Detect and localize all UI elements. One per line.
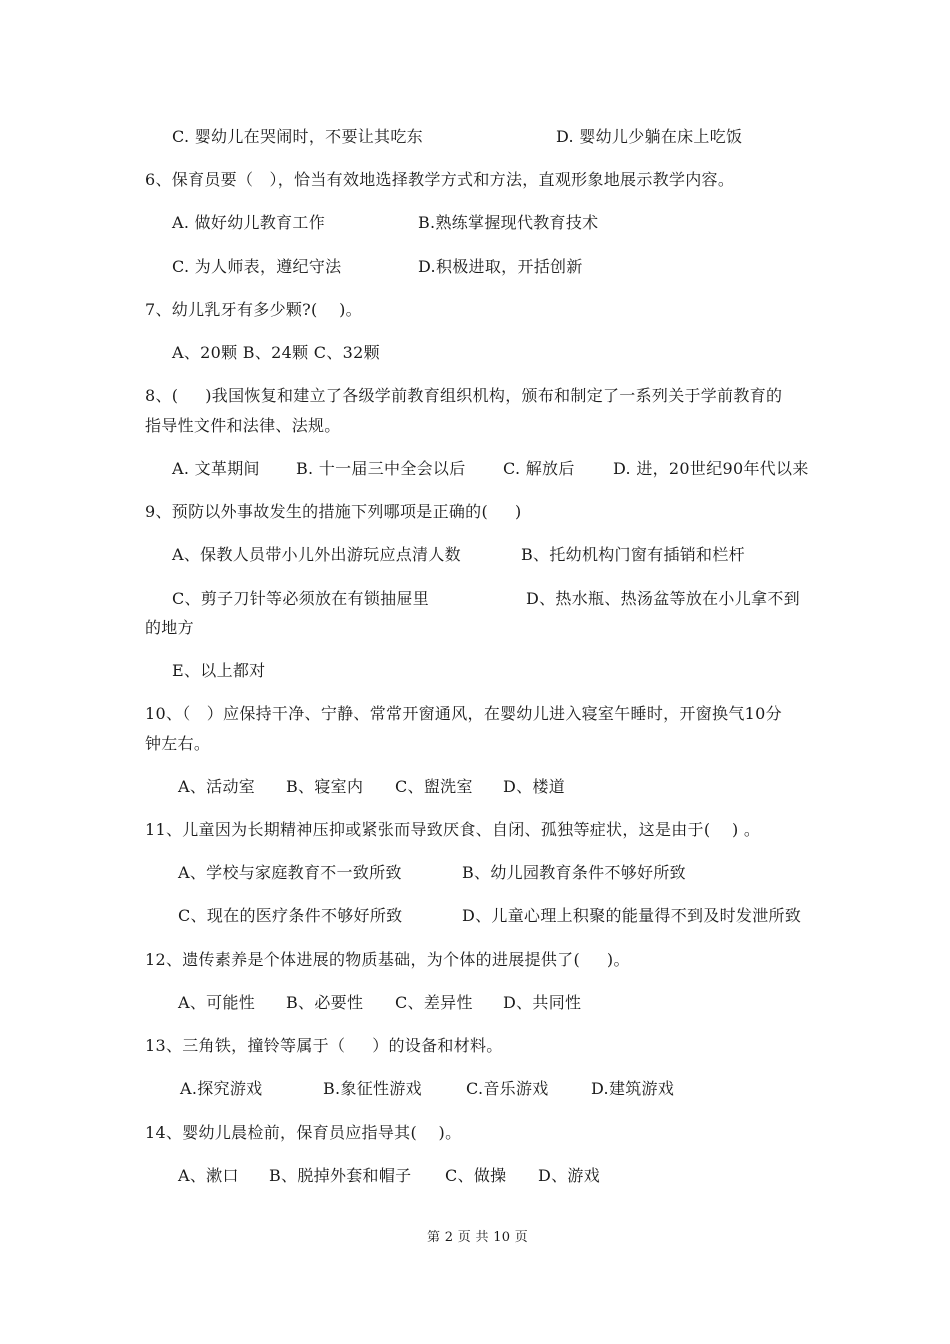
option-14d: D、游戏 bbox=[538, 1166, 601, 1185]
option-11d: D、儿童心理上积聚的能量得不到及时发泄所致 bbox=[462, 906, 802, 925]
option-9d: D、热水瓶、热汤盆等放在小儿拿不到 bbox=[526, 589, 800, 608]
question-8-line-2: 指导性文件和法律、法规。 bbox=[145, 416, 341, 435]
option-10b: B、寝室内 bbox=[286, 777, 364, 796]
question-14: 14、婴幼儿晨检前，保育员应指导其( )。 bbox=[145, 1123, 462, 1142]
option-12a: A、可能性 bbox=[178, 993, 256, 1012]
question-12: 12、遗传素养是个体进展的物质基础，为个体的进展提供了( )。 bbox=[145, 950, 630, 969]
question-10-line-2: 钟左右。 bbox=[145, 734, 211, 753]
option-6d: D.积极进取，开括创新 bbox=[418, 257, 583, 276]
option-13a: A.探究游戏 bbox=[180, 1079, 263, 1098]
option-11b: B、幼儿园教育条件不够好所致 bbox=[462, 863, 686, 882]
option-13b: B.象征性游戏 bbox=[323, 1079, 422, 1098]
option-12b: B、必要性 bbox=[286, 993, 364, 1012]
option-6c: C. 为人师表，遵纪守法 bbox=[172, 257, 342, 276]
option-8a: A. 文革期间 bbox=[172, 459, 260, 478]
option-11a: A、学校与家庭教育不一致所致 bbox=[178, 863, 402, 882]
option-9c: C、剪子刀针等必须放在有锁抽屉里 bbox=[172, 589, 430, 608]
question-7: 7、幼儿乳牙有多少颗?( )。 bbox=[145, 300, 362, 319]
option-9d-continued: 的地方 bbox=[145, 618, 194, 637]
option-14b: B、脱掉外套和帽子 bbox=[269, 1166, 412, 1185]
page-footer: 第 2 页 共 10 页 bbox=[427, 1230, 529, 1245]
question-10-line-1: 10、（ ）应保持干净、宁静、常常开窗通风，在婴幼儿进入寝室午睡时，开窗换气10分 bbox=[145, 704, 782, 723]
question-6: 6、保育员要（ ），恰当有效地选择教学方式和方法，直观形象地展示教学内容。 bbox=[145, 170, 735, 189]
option-9a: A、保教人员带小儿外出游玩应点清人数 bbox=[172, 545, 461, 564]
question-13: 13、三角铁，撞铃等属于（ ）的设备和材料。 bbox=[145, 1036, 503, 1055]
option-10a: A、活动室 bbox=[178, 777, 256, 796]
option-14a: A、漱口 bbox=[178, 1166, 239, 1185]
option-12c: C、差异性 bbox=[395, 993, 473, 1012]
option-6a: A. 做好幼儿教育工作 bbox=[172, 213, 326, 232]
option-8b: B. 十一届三中全会以后 bbox=[296, 459, 466, 478]
option-9b: B、托幼机构门窗有插销和栏杆 bbox=[521, 545, 745, 564]
question-11: 11、儿童因为长期精神压抑或紧张而导致厌食、自闭、孤独等症状，这是由于( ) 。 bbox=[145, 820, 761, 839]
option-8c: C. 解放后 bbox=[503, 459, 575, 478]
option-5d: D. 婴幼儿少躺在床上吃饭 bbox=[556, 127, 743, 146]
option-5c: C. 婴幼儿在哭闹时，不要让其吃东 bbox=[172, 127, 423, 146]
option-6b: B.熟练掌握现代教育技术 bbox=[418, 213, 599, 232]
option-8d: D. 进，20世纪90年代以来 bbox=[613, 459, 809, 478]
option-14c: C、做操 bbox=[445, 1166, 507, 1185]
option-12d: D、共同性 bbox=[503, 993, 582, 1012]
option-10d: D、楼道 bbox=[503, 777, 566, 796]
option-13d: D.建筑游戏 bbox=[591, 1079, 675, 1098]
question-8-line-1: 8、( )我国恢复和建立了各级学前教育组织机构，颁布和制定了一系列关于学前教育的 bbox=[145, 386, 783, 405]
question-9: 9、预防以外事故发生的措施下列哪项是正确的( ) bbox=[145, 502, 522, 521]
option-11c: C、现在的医疗条件不够好所致 bbox=[178, 906, 403, 925]
option-10c: C、盥洗室 bbox=[395, 777, 473, 796]
option-13c: C.音乐游戏 bbox=[466, 1079, 549, 1098]
option-9e: E、以上都对 bbox=[172, 661, 266, 680]
options-7: A、20颗 B、24颗 C、32颗 bbox=[172, 343, 380, 362]
